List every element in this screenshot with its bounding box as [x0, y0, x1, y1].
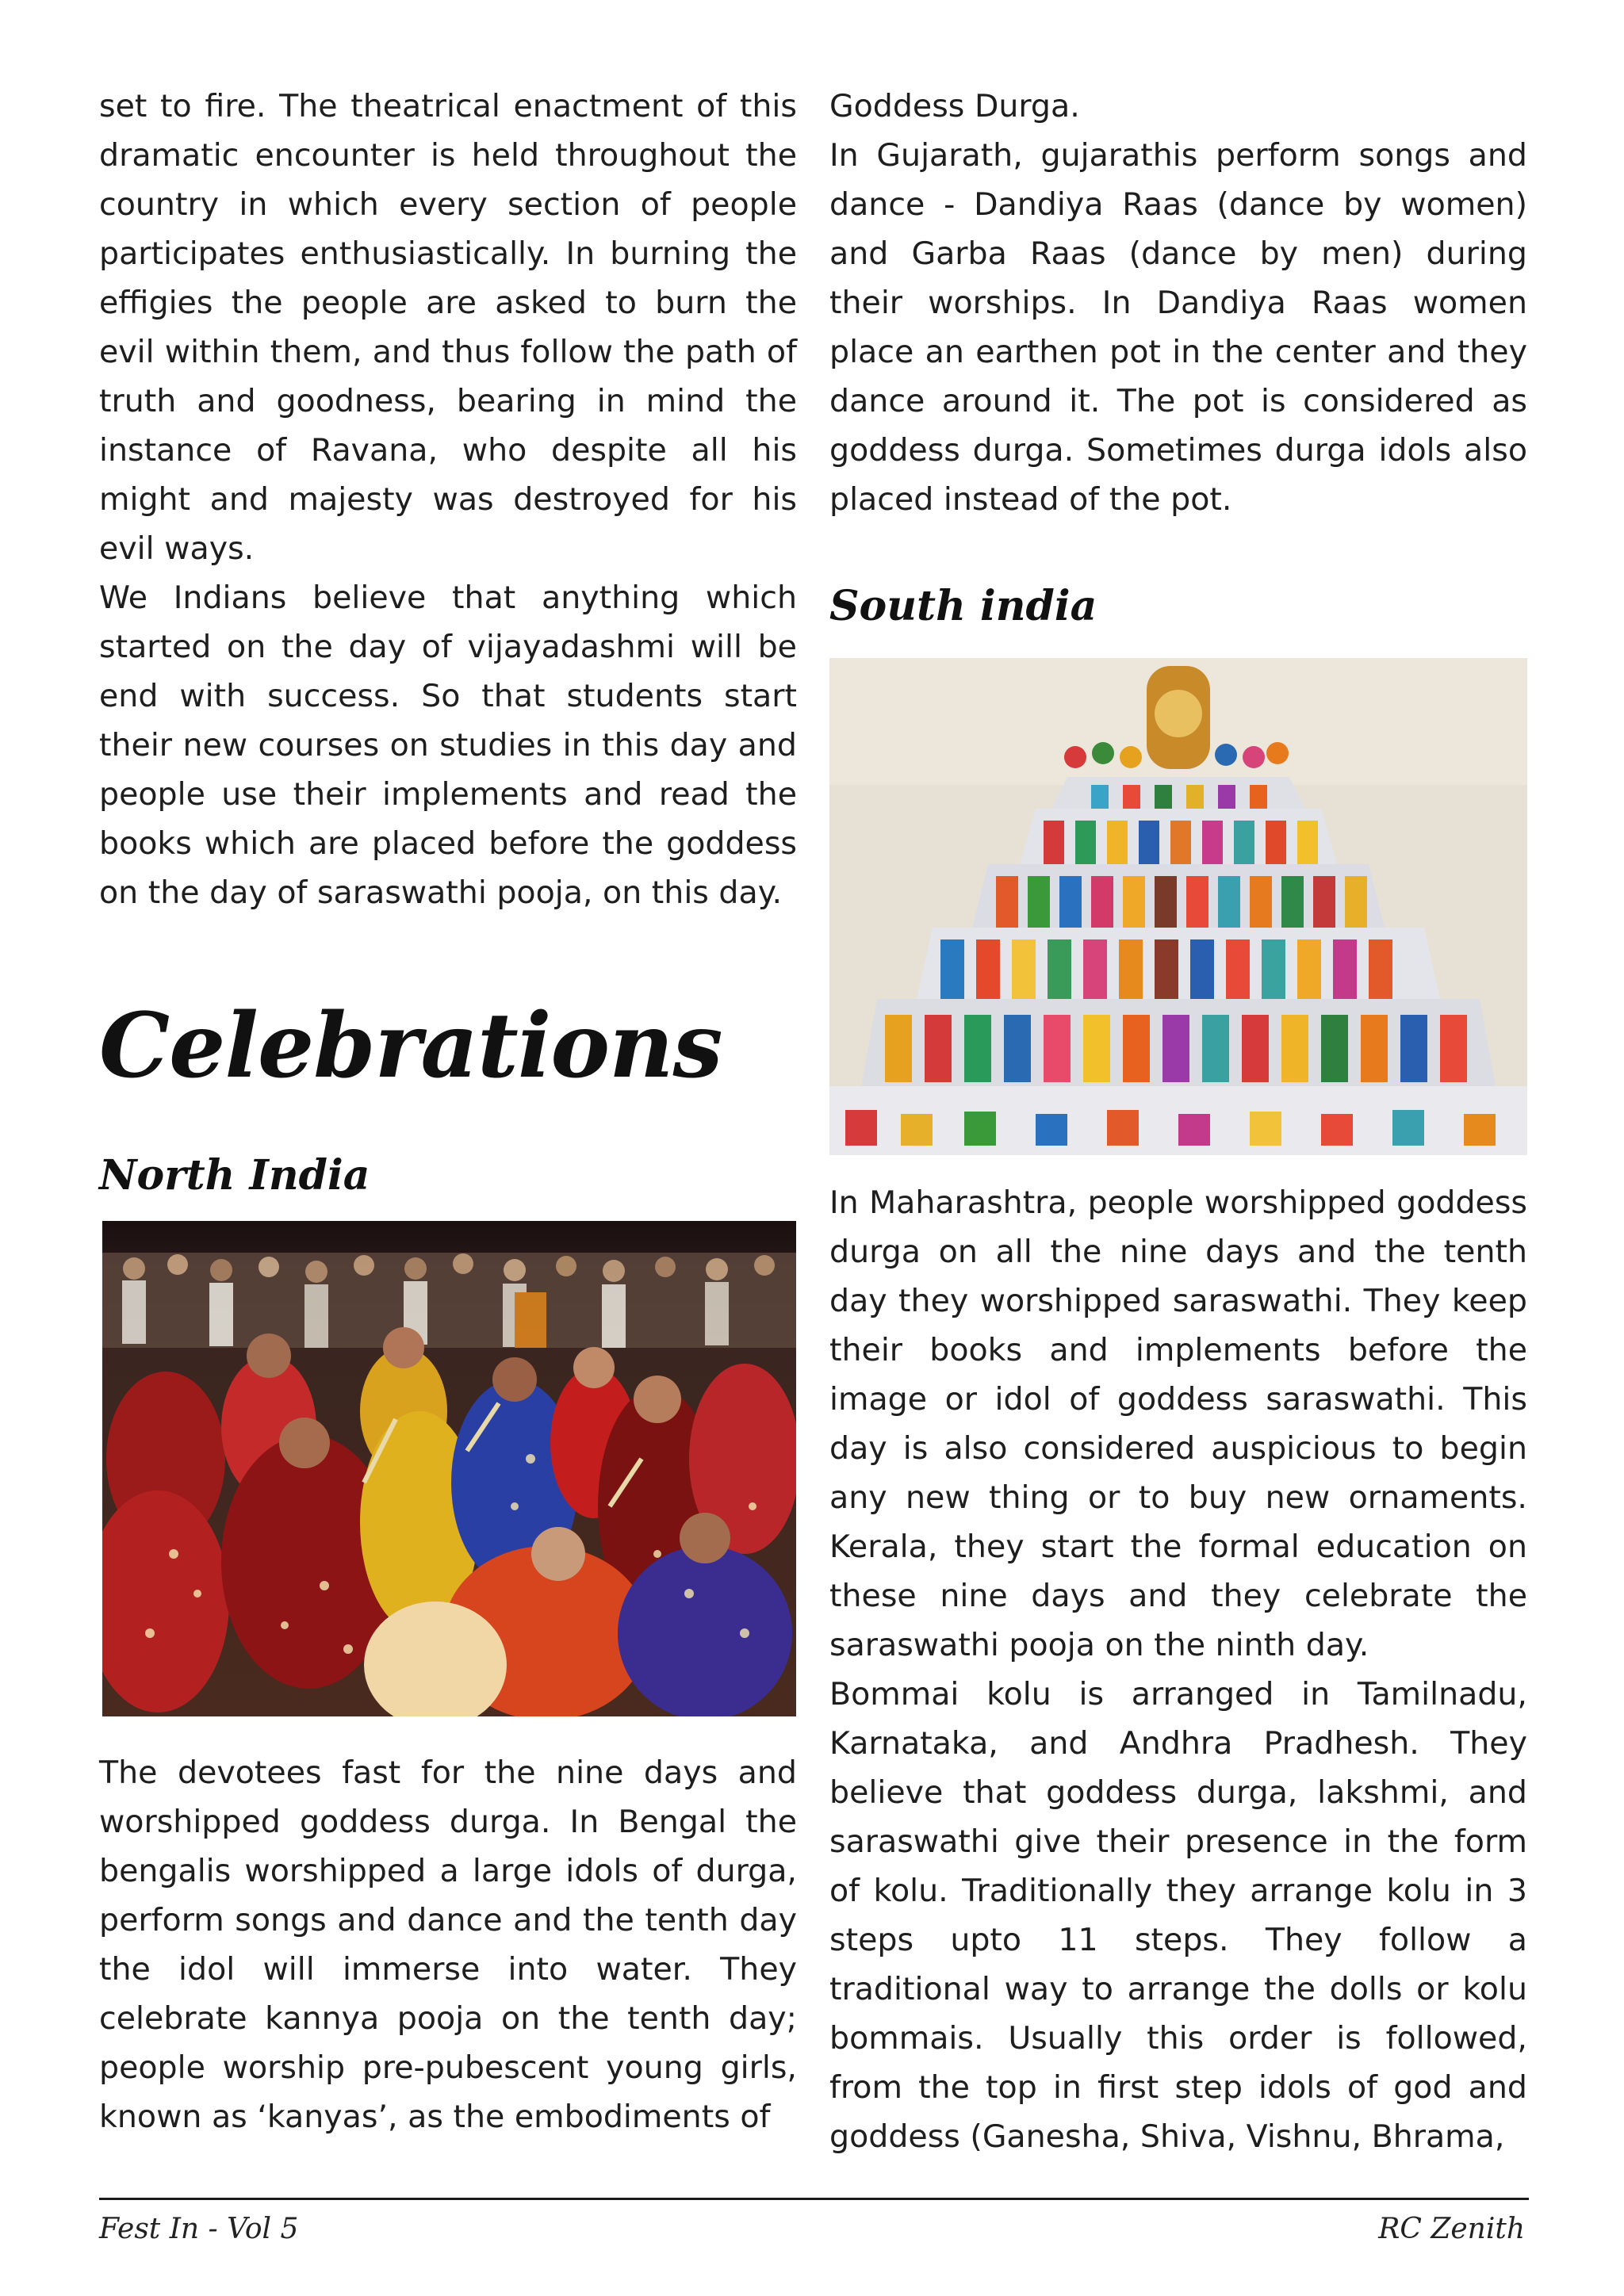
- paragraph: In Maharashtra, people worshipped goddess durga on all the nine days and the tenth day they worshipped saraswathi. They keep their books and implements before the image or idol of goddess saraswathi. This day is also considered auspicious to begin any new thing or to buy new ornaments. Kerala, they start the formal education on these nine days and they celebrate the saraswathi pooja on the ninth day.: [829, 1184, 1527, 1663]
- right-column-text: [829, 82, 1527, 524]
- paragraph: The devotees fast for the nine days and worshipped goddess durga. In Bengal the bengalis worshipped a large idols of durga, perform songs and dance and the tenth day the idol will immerse into water. They celebrate kannya pooja on the tenth day; people worship pre-pubescent young girls, known as ‘kanyas’, as the embodiments of: [99, 1755, 797, 2135]
- paragraph: Goddess Durga.: [829, 88, 1080, 124]
- footer-divider: [99, 2198, 1529, 2200]
- footer-publication: Fest In - Vol 5: [99, 2213, 299, 2245]
- north-india-text: [99, 1748, 797, 2141]
- south-india-heading: South india: [829, 582, 1097, 630]
- footer-author: RC Zenith: [1378, 2213, 1525, 2245]
- paragraph: Bommai kolu is arranged in Tamilnadu, Karnataka, and Andhra Pradhesh. They believe that goddess durga, lakshmi, and saraswathi give their presence in the form of kolu. Traditionally they arrange kolu in 3 steps upto 11 steps. They follow a traditional way to arrange the dolls or kolu bommais. Usually this order is followed, from the top in first step idols of god and goddess (Ganesha, Shiva, Vishnu, Bhrama,: [829, 1676, 1527, 2155]
- paragraph: set to fire. The theatrical enactment of this dramatic encounter is held throughout the country in which every section of people participates enthusiastically. In burning the effigies the people are asked to burn the evil within them, and thus follow the path of truth and goodness, bearing in mind the instance of Ravana, who despite all his might and majesty was destroyed for his evil ways.: [99, 88, 797, 567]
- left-column-text: [99, 82, 797, 917]
- paragraph: We Indians believe that anything which started on the day of vijayadashmi will be end with success. So that students start their new courses on studies in this day and people use their implements and read the books which are placed before the goddess on the day of saraswathi pooja, on this day.: [99, 580, 797, 911]
- bommai-kolu-photo: [829, 658, 1527, 1155]
- south-india-text: [829, 1178, 1527, 2161]
- north-india-heading: North India: [99, 1151, 370, 1200]
- north-india-dance-photo: [102, 1221, 796, 1716]
- paragraph: In Gujarath, gujarathis perform songs and dance - Dandiya Raas (dance by women) and Garba Raas (dance by men) during their worships. In Dandiya Raas women place an earthen pot in the center and they dance around it. The pot is considered as goddess durga. Sometimes durga idols also placed instead of the pot.: [829, 137, 1527, 518]
- celebrations-heading: Celebrations: [99, 994, 722, 1098]
